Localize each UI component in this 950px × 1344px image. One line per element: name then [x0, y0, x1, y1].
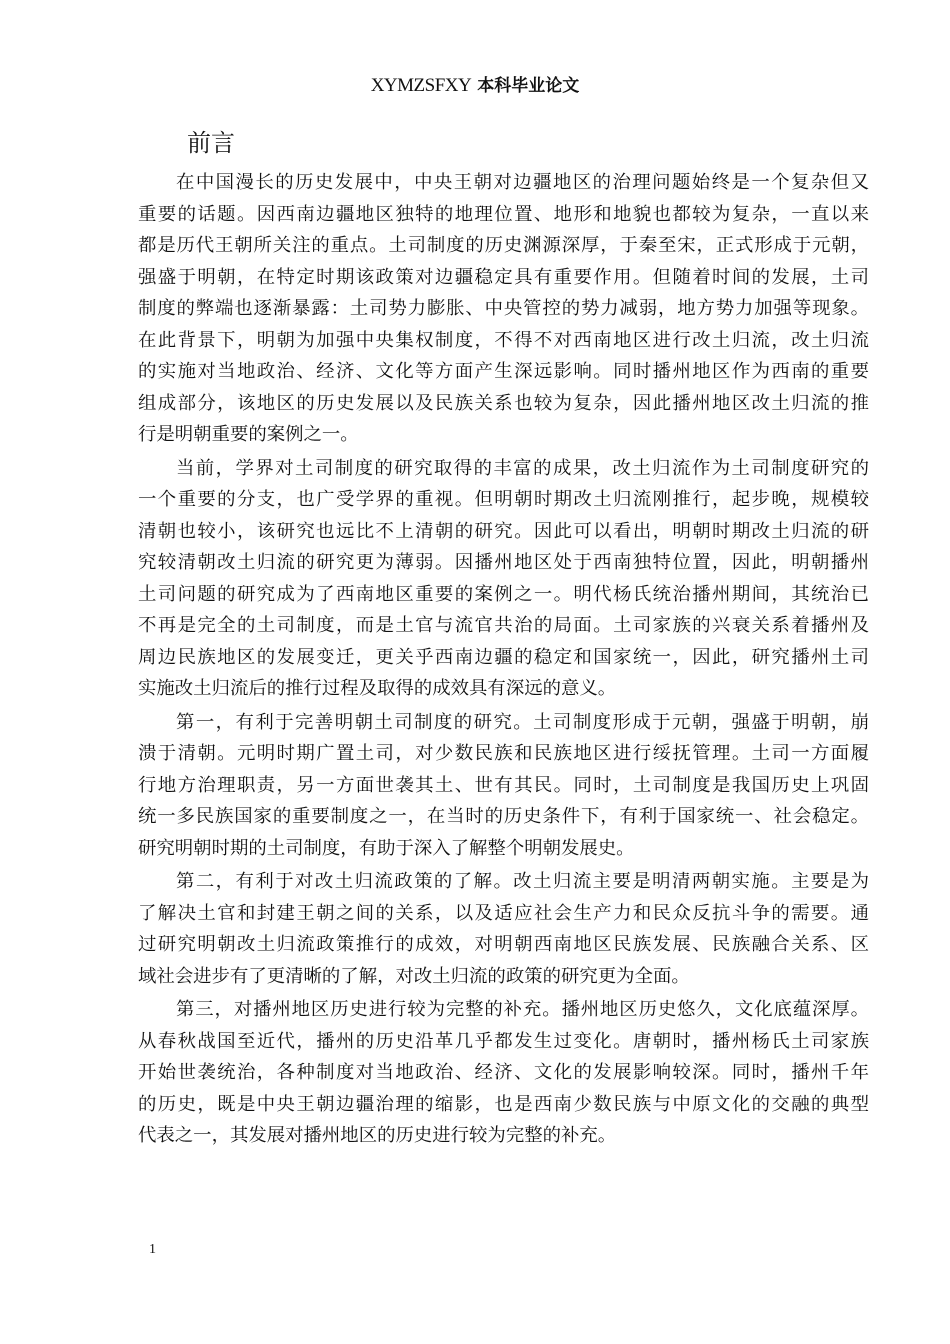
text-line: 代表之一，其发展对播州地区的历史进行较为完整的补充。 — [138, 1125, 617, 1146]
paragraph — [138, 994, 869, 1152]
text-line: 在中国漫长的历史发展中，中央王朝对边疆地区的治理问题始终是一个复杂但又 — [176, 172, 869, 193]
text-line: 当前，学界对土司制度的研究取得的丰富的成果，改土归流作为土司制度研究的 — [176, 457, 869, 479]
text-line: 溃于清朝。元明时期广置土司，对少数民族和民族地区进行绥抚管理。土司一方面履 — [138, 743, 869, 764]
header-school-code: XYMZSFXY — [370, 75, 472, 96]
page-number: 1 — [149, 1242, 156, 1257]
text-line: 行是明朝重要的案例之一。 — [138, 424, 359, 445]
text-line: 开始世袭统治，各种制度对当地政治、经济、文化的发展影响较深。同时，播州千年 — [138, 1062, 869, 1083]
text-line: 第三，对播州地区历史进行较为完整的补充。播州地区历史悠久，文化底蕴深厚。 — [176, 999, 869, 1020]
text-line: 究较清朝改土归流的研究更为薄弱。因播州地区处于西南独特位置，因此，明朝播州 — [138, 552, 869, 573]
text-line: 的实施对当地政治、经济、文化等方面产生深远影响。同时播州地区作为西南的重要 — [138, 361, 869, 382]
header-doc-type: 本科毕业论文 — [477, 76, 580, 96]
paragraph — [138, 866, 869, 992]
document-body — [138, 167, 869, 1154]
text-line: 过研究明朝改土归流政策推行的成效，对明朝西南地区民族发展、民族融合关系、区 — [138, 934, 869, 955]
text-line: 实施改土归流后的推行过程及取得的成效具有深远的意义。 — [138, 678, 617, 699]
paragraph — [138, 167, 869, 451]
text-line: 的历史，既是中央王朝边疆治理的缩影，也是西南少数民族与中原文化的交融的典型 — [138, 1093, 869, 1115]
text-line: 制度的弊端也逐渐暴露：土司势力膨胀、中央管控的势力减弱，地方势力加强等现象。 — [138, 298, 869, 319]
text-line: 一个重要的分支，也广受学界的重视。但明朝时期改土归流刚推行，起步晚，规模较 — [138, 489, 869, 510]
paragraph — [138, 453, 869, 705]
text-line: 都是历代王朝所关注的重点。土司制度的历史渊源深厚，于秦至宋，正式形成于元朝， — [138, 235, 869, 256]
text-line: 清朝也较小，该研究也远比不上清朝的研究。因此可以看出，明朝时期改土归流的研 — [138, 520, 869, 542]
text-line: 土司问题的研究成为了西南地区重要的案例之一。明代杨氏统治播州期间，其统治已 — [138, 583, 869, 605]
page-header — [0, 72, 950, 99]
section-heading: 前言 — [187, 129, 235, 157]
text-line: 研究明朝时期的土司制度，有助于深入了解整个明朝发展史。 — [138, 837, 635, 859]
text-line: 域社会进步有了更清晰的了解，对改土归流的政策的研究更为全面。 — [138, 965, 690, 987]
text-line: 统一多民族国家的重要制度之一，在当时的历史条件下，有利于国家统一、社会稳定。 — [138, 806, 869, 827]
paragraph — [138, 707, 869, 865]
text-line: 在此背景下，明朝为加强中央集权制度，不得不对西南地区进行改土归流，改土归流 — [138, 329, 869, 351]
text-line: 组成部分，该地区的历史发展以及民族关系也较为复杂，因此播州地区改土归流的推 — [138, 392, 869, 414]
text-line: 了解决土官和封建王朝之间的关系，以及适应社会生产力和民众反抗斗争的需要。通 — [138, 902, 869, 924]
text-line: 不再是完全的土司制度，而是土官与流官共治的局面。土司家族的兴衰关系着播州及 — [138, 615, 869, 636]
text-line: 第二，有利于对改土归流政策的了解。改土归流主要是明清两朝实施。主要是为 — [176, 871, 869, 892]
text-line: 第一，有利于完善明朝土司制度的研究。土司制度形成于元朝，强盛于明朝，崩 — [176, 711, 869, 733]
text-line: 周边民族地区的发展变迁，更关乎西南边疆的稳定和国家统一，因此，研究播州土司 — [138, 646, 869, 668]
text-line: 重要的话题。因西南边疆地区独特的地理位置、地形和地貌也都较为复杂，一直以来 — [138, 203, 869, 225]
text-line: 从春秋战国至近代，播州的历史沿革几乎都发生过变化。唐朝时，播州杨氏土司家族 — [138, 1030, 869, 1052]
text-line: 强盛于明朝，在特定时期该政策对边疆稳定具有重要作用。但随着时间的发展，土司 — [138, 266, 869, 288]
text-line: 行地方治理职责，另一方面世袭其土、世有其民。同时，土司制度是我国历史上巩固 — [138, 774, 869, 796]
